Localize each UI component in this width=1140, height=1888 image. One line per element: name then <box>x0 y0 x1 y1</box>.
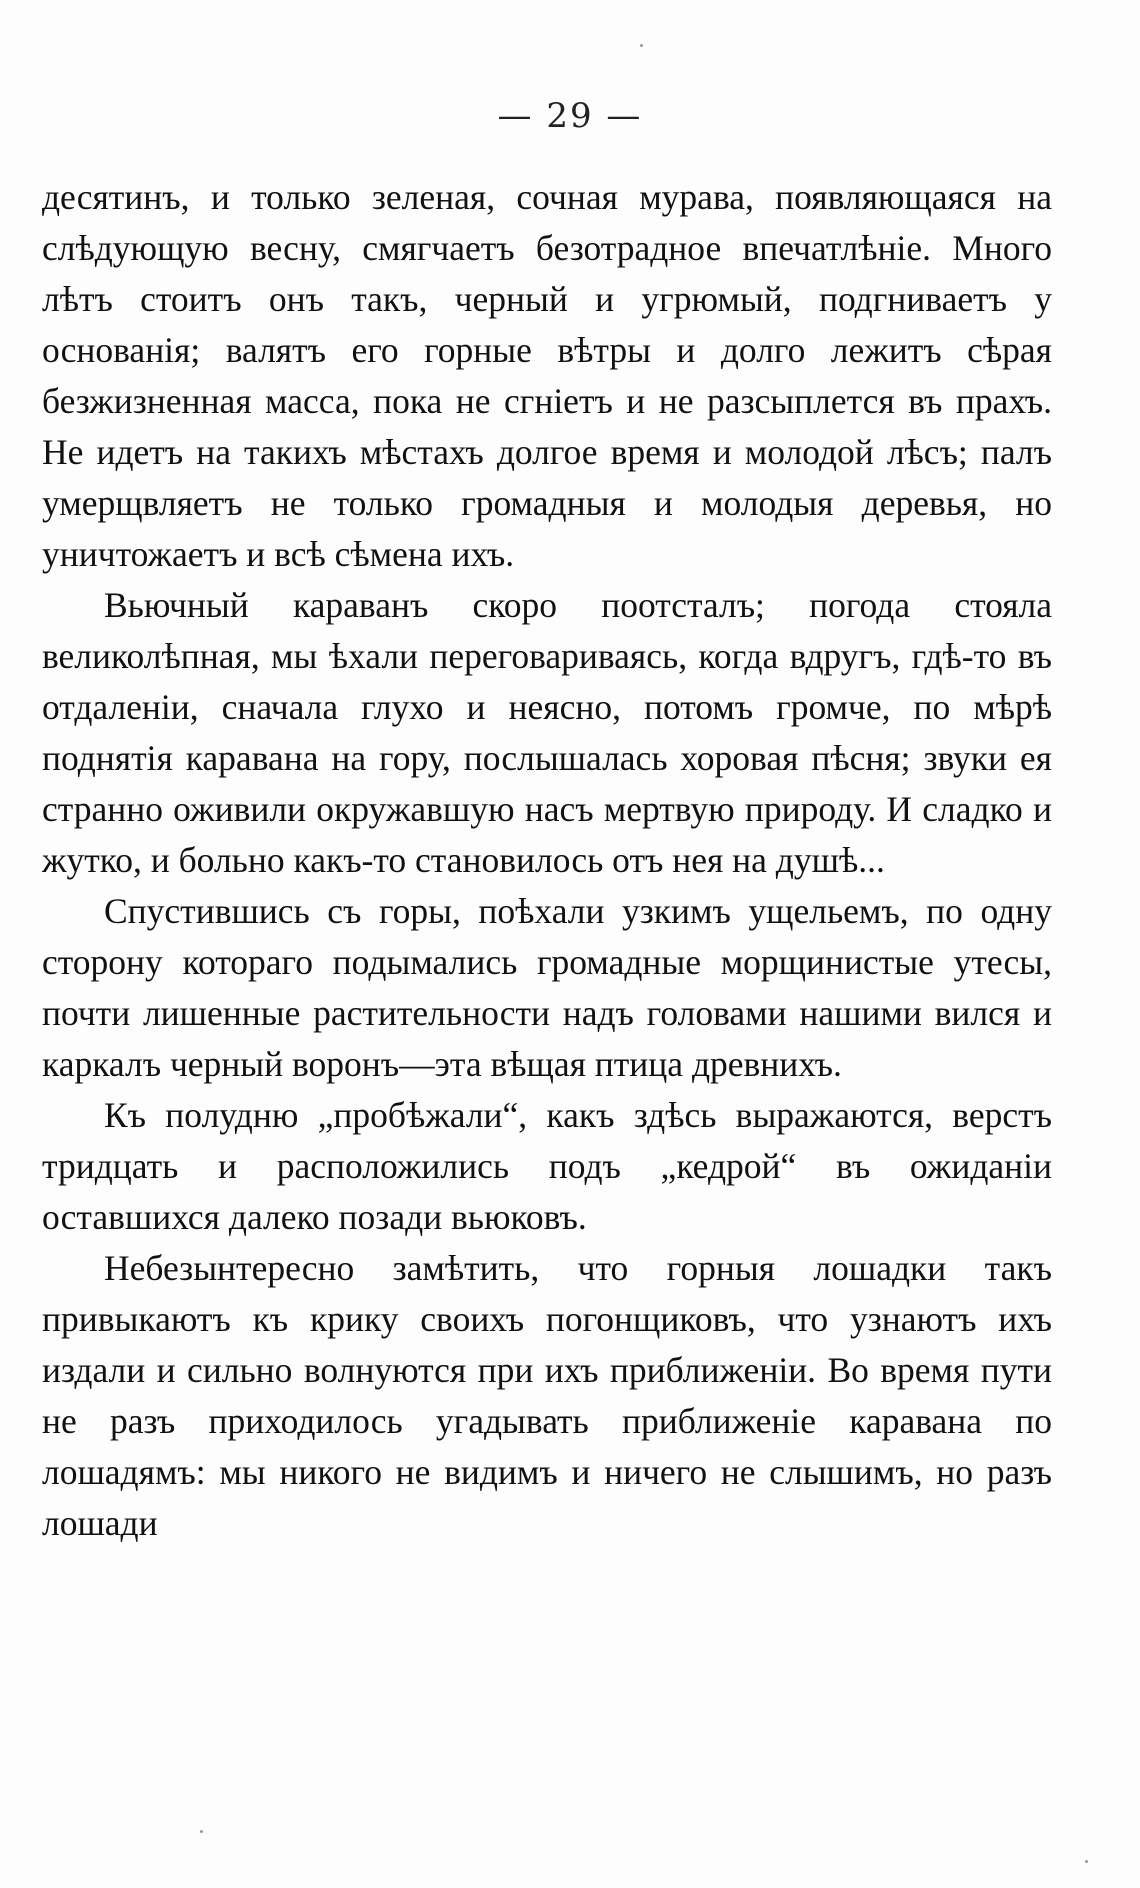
page-number: — 29 — <box>497 96 643 136</box>
body-text <box>42 172 1052 1549</box>
paragraph-4: Къ полудню „пробѣжали“, какъ здѣсь выражаются, верстъ тридцать и расположились подъ „кедрой“ въ ожиданіи оставшихся далеко позади вьюковъ. <box>42 1095 1052 1237</box>
paragraph-5: Небезынтересно замѣтить, что горныя лошадки такъ привыкаютъ къ крику своихъ погонщиковъ, что узнаютъ ихъ издали и сильно волнуются при ихъ приближеніи. Во время пути не разъ приходилось угадывать приближеніе каравана по лошадямъ: мы никого не видимъ и ничего не слышимъ, но разъ лошади <box>42 1248 1052 1543</box>
paragraph-3: Спустившись съ горы, поѣхали узкимъ ущельемъ, по одну сторону котораго подымались громадные морщинистые утесы, почти лишенные растительности надъ головами нашими вился и каркалъ черный воронъ—эта вѣщая птица древнихъ. <box>42 891 1052 1084</box>
paragraph-2: Вьючный караванъ скоро поотсталъ; погода стояла великолѣпная, мы ѣхали переговариваясь, когда вдругъ, гдѣ-то въ отдаленіи, сначала глухо и неясно, потомъ громче, по мѣрѣ поднятія каравана на гору, послышалась хоровая пѣсня; звуки ея странно оживили окружавшую насъ мертвую природу. И сладко и жутко, и больно какъ-то становилось отъ нея на душѣ... <box>42 585 1052 880</box>
print-speck <box>640 44 643 47</box>
print-speck <box>1085 1860 1088 1863</box>
print-speck <box>200 1830 203 1833</box>
paragraph-1: десятинъ, и только зеленая, сочная мурава, появляющаяся на слѣдующую весну, смягчаетъ безотрадное впечатлѣніе. Много лѣтъ стоитъ онъ такъ, черный и угрюмый, подгниваетъ у основанія; валятъ его горные вѣтры и долго лежитъ сѣрая безжизненная масса, пока не сгніетъ и не разсыплется въ прахъ. Не идетъ на такихъ мѣстахъ долгое время и молодой лѣсъ; палъ умерщвляетъ не только громадныя и молодыя деревья, но уничтожаетъ и всѣ сѣмена ихъ. <box>42 177 1052 574</box>
